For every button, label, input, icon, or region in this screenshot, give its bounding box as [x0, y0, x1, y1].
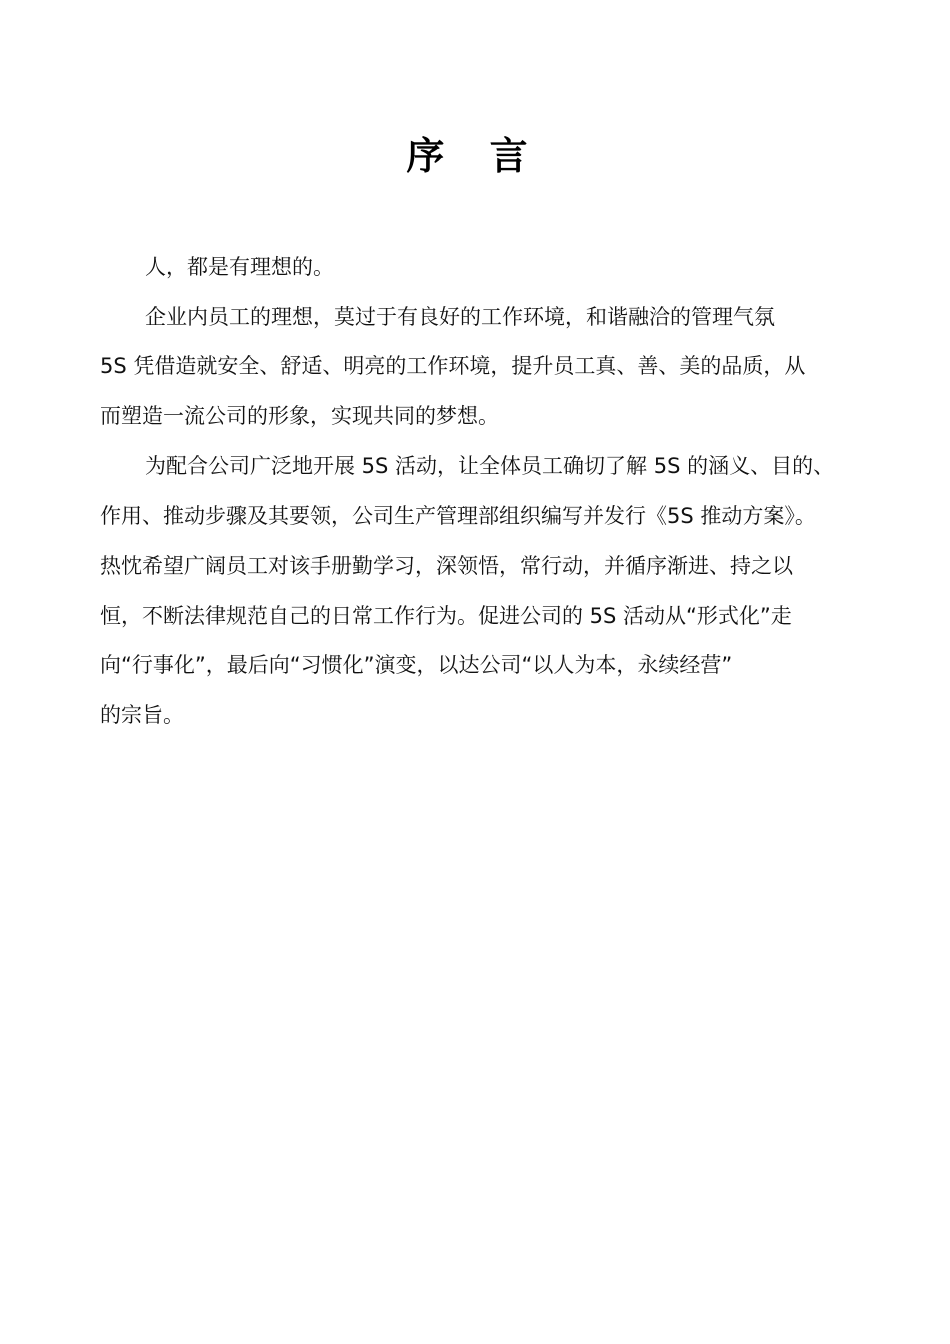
text-line-1: 人，都是有理想的。: [145, 255, 334, 279]
text-line-5: 为配合公司广泛地开展 5S 活动，让全体员工确切了解 5S 的涵义、目的、: [145, 454, 835, 478]
text-line-9: 向“行事化”，最后向“习惯化”演变，以达公司“以人为本，永续经营”: [100, 653, 733, 677]
text-line-6: 作用、推动步骤及其要领，公司生产管理部组织编写并发行《5S 推动方案》。: [100, 504, 816, 528]
text-line-7: 热忱希望广阔员工对该手册勤学习，深领悟，常行动，并循序渐进、持之以: [100, 554, 793, 578]
text-line-3: 5S 凭借造就安全、舒适、明亮的工作环境，提升员工真、善、美的品质，从: [100, 354, 806, 378]
page-title: 序 言: [406, 134, 544, 178]
text-line-8: 恒，不断法律规范自己的日常工作行为。促进公司的 5S 活动从“形式化”走: [100, 604, 792, 628]
text-line-2: 企业内员工的理想，莫过于有良好的工作环境，和谐融洽的管理气氛: [145, 305, 775, 329]
text-line-4: 而塑造一流公司的形象，实现共同的梦想。: [100, 404, 499, 428]
text-line-10: 的宗旨。: [100, 703, 184, 727]
